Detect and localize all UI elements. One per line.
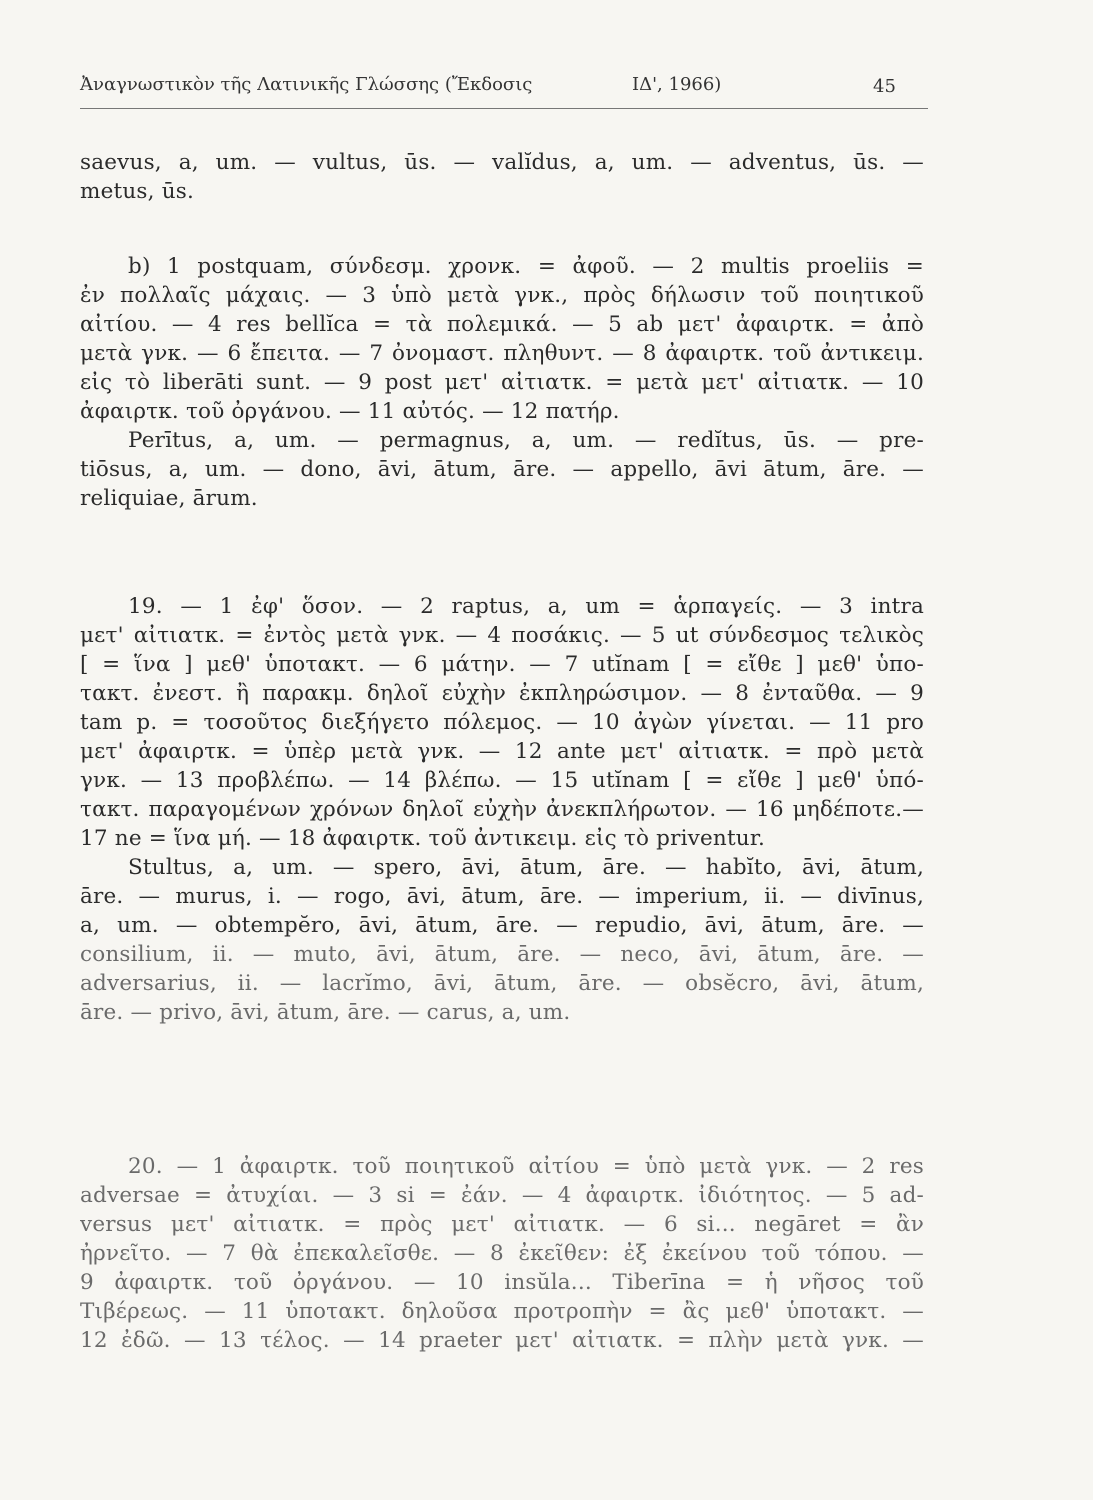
page-number: 45 bbox=[873, 76, 896, 97]
text-line: 9 ἀφαιρτκ. τοῦ ὀργάνου. — 10 insŭla... Tiberīna = ἡ νῆσος τοῦ bbox=[80, 1270, 924, 1295]
text-line: ἀφαιρτκ. τοῦ ὀργάνου. — 11 αὐτός. — 12 πατήρ. bbox=[80, 399, 620, 424]
text-line: γνκ. — 13 προβλέπω. — 14 βλέπω. — 15 utĭnam [ = εἴθε ] μεθ' ὑπό- bbox=[80, 768, 924, 793]
text-line: consilium, ii. — muto, āvi, ātum, āre. — neco, āvi, ātum, āre. — bbox=[80, 942, 924, 967]
text-line: εἰς τὸ liberāti sunt. — 9 post μετ' αἰτιατκ. = μετὰ μετ' αἰτιατκ. — 10 bbox=[80, 370, 924, 395]
section-20 bbox=[80, 1152, 924, 1355]
text-line: [ = ἵνα ] μεθ' ὑποτακτ. — 6 μάτην. — 7 utĭnam [ = εἴθε ] μεθ' ὑπο- bbox=[80, 652, 924, 677]
text-line: μετ' ἀφαιρτκ. = ὑπὲρ μετὰ γνκ. — 12 ante μετ' αἰτιατκ. = πρὸ μετὰ bbox=[80, 739, 924, 764]
edition-info: ΙΔ', 1966) bbox=[632, 74, 722, 95]
text-line: μετ' αἰτιατκ. = ἐντὸς μετὰ γνκ. — 4 ποσάκις. — 5 ut σύνδεσμος τελικὸς bbox=[80, 623, 924, 648]
text-line: b) 1 postquam, σύνδεσμ. χρονκ. = ἀφοῦ. — 2 multis proeliis = bbox=[128, 254, 924, 279]
text-line: μετὰ γνκ. — 6 ἔπειτα. — 7 ὀνομαστ. πληθυντ. — 8 ἀφαιρτκ. τοῦ ἀντικειμ. bbox=[80, 341, 924, 366]
text-line: adversarius, ii. — lacrĭmo, āvi, ātum, āre. — obsĕcro, āvi, ātum, bbox=[80, 971, 924, 996]
text-line: metus, ūs. bbox=[80, 179, 195, 204]
text-line: reliquiae, ārum. bbox=[80, 486, 258, 511]
text-line: 17 ne = ἵνα μή. — 18 ἀφαιρτκ. τοῦ ἀντικειμ. εἰς τὸ priventur. bbox=[80, 826, 765, 851]
text-line: ἐν πολλαῖς μάχαις. — 3 ὑπὸ μετὰ γνκ., πρὸς δήλωσιν τοῦ ποιητικοῦ bbox=[80, 283, 924, 308]
text-line: ἠρνεῖτο. — 7 θὰ ἐπεκαλεῖσθε. — 8 ἐκεῖθεν: ἐξ ἐκείνου τοῦ τόπου. — bbox=[80, 1241, 924, 1266]
text-line: āre. — privo, āvi, ātum, āre. — carus, a, um. bbox=[80, 1000, 571, 1025]
text-line: 20. — 1 ἀφαιρτκ. τοῦ ποιητικοῦ αἰτίου = ὑπὸ μετὰ γνκ. — 2 res bbox=[128, 1154, 924, 1179]
text-line: saevus, a, um. — vultus, ūs. — valĭdus, a, um. — adventus, ūs. — bbox=[80, 150, 924, 175]
section-19 bbox=[80, 592, 924, 1027]
text-line: tiōsus, a, um. — dono, āvi, ātum, āre. — appello, āvi ātum, āre. — bbox=[80, 457, 924, 482]
text-line: αἰτίου. — 4 res bellĭca = τὰ πολεμικά. — 5 ab μετ' ἀφαιρτκ. = ἀπὸ bbox=[80, 312, 924, 337]
running-header bbox=[80, 74, 930, 95]
text-line: a, um. — obtempĕro, āvi, ātum, āre. — repudio, āvi, ātum, āre. — bbox=[80, 913, 924, 938]
text-line: Stultus, a, um. — spero, āvi, ātum, āre. — habĭto, āvi, ātum, bbox=[128, 855, 924, 880]
text-line: 19. — 1 ἐφ' ὅσον. — 2 raptus, a, um = ἁρπαγείς. — 3 intra bbox=[128, 594, 924, 619]
vocab-block-top bbox=[80, 148, 924, 206]
text-line: 12 ἐδῶ. — 13 τέλος. — 14 praeter μετ' αἰτιατκ. = πλὴν μετὰ γνκ. — bbox=[80, 1328, 924, 1353]
text-line: versus μετ' αἰτιατκ. = πρὸς μετ' αἰτιατκ. — 6 si... negāret = ἂν bbox=[80, 1212, 924, 1237]
text-line: adversae = ἀτυχίαι. — 3 si = ἐάν. — 4 ἀφαιρτκ. ἰδιότητος. — 5 ad- bbox=[80, 1183, 924, 1208]
running-title: Ἀναγνωστικὸν τῆς Λατινικῆς Γλώσσης (Ἔκδοσις bbox=[80, 74, 533, 95]
header-rule bbox=[80, 108, 928, 109]
text-line: τακτ. παραγομένων χρόνων δηλοῖ εὐχὴν ἀνεκπλήρωτον. — 16 μηδέποτε.— bbox=[80, 797, 924, 822]
text-line: āre. — murus, i. — rogo, āvi, ātum, āre. — imperium, ii. — divīnus, bbox=[80, 884, 924, 909]
text-line: Perītus, a, um. — permagnus, a, um. — redĭtus, ūs. — pre- bbox=[128, 428, 924, 453]
section-b bbox=[80, 252, 924, 513]
text-line: tam p. = τοσοῦτος διεξήγετο πόλεμος. — 10 ἀγὼν γίνεται. — 11 pro bbox=[80, 710, 924, 735]
text-line: τακτ. ἐνεστ. ἢ παρακμ. δηλοῖ εὐχὴν ἐκπληρώσιμον. — 8 ἐνταῦθα. — 9 bbox=[80, 681, 924, 706]
text-line: Τιβέρεως. — 11 ὑποτακτ. δηλοῦσα προτροπὴν = ἂς μεθ' ὑποτακτ. — bbox=[80, 1299, 924, 1324]
